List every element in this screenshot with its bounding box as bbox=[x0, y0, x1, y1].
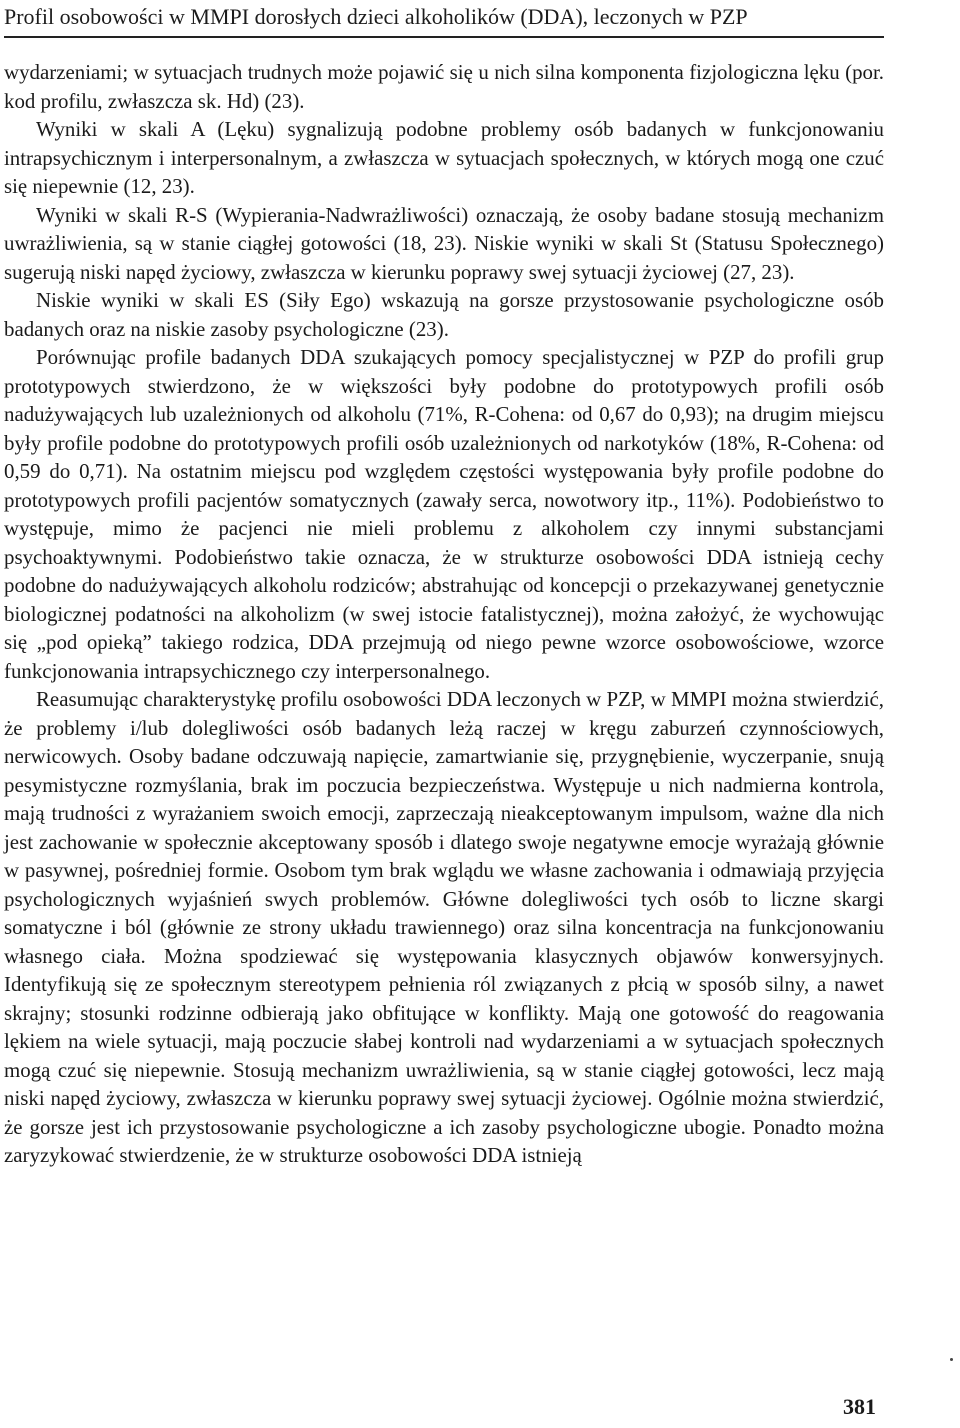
body-text bbox=[4, 58, 884, 1170]
scan-speck bbox=[950, 1358, 953, 1361]
paragraph-ego-strength-scale: Niskie wyniki w skali ES (Siły Ego) wskazują na gorsze przystosowanie psychologiczne osób badanych oraz na niskie zasoby psychologiczne (23). bbox=[4, 288, 884, 341]
header-rule bbox=[4, 36, 884, 38]
paragraph-prototype-comparison: Porównując profile badanych DDA szukających pomocy specjalistycznej w PZP do profili grup prototypowych stwierdzono, że w większości były podobne do prototypowych profili osób nadużywających lub uzależnionych od alkoholu (71%, R-Cohena: od 0,67 do 0,93); na drugim miejscu były profile podobne do prototypowych profili osób uzależnionych od narkotyków (18%, R-Cohena: od 0,59 do 0,71). Na ostatnim miejscu pod względem częstości występowania były profile podobne do prototypowych profili pacjentów somatycznych (zawały serca, nowotwory itp., 11%). Podobieństwo to występuje, mimo że pacjenci nie mieli problemu z alkoholem czy innymi substancjami psychoaktywnymi. Podobieństwo takie oznacza, że w strukturze osobowości DDA istnieją cechy podobne do nadużywających alkoholu rodziców; abstrahując od koncepcji o przekazywanej genetycznie biologicznej podatności na alkoholizm (w swej istocie fatalistycznej), można założyć, że wychowując się „pod opieką” takiego rodzica, DDA przejmują od niego pewne wzorce osobowościowe, wzorce funkcjonowania intrapsychicznego czy interpersonalnego. bbox=[4, 345, 884, 683]
paragraph-continuation: wydarzeniami; w sytuacjach trudnych może pojawić się u nich silna komponenta fizjologiczna lęku (por. kod profilu, zwłaszcza sk. Hd) (23). bbox=[4, 60, 884, 113]
paragraph-repression-sensitization-scale: Wyniki w skali R-S (Wypierania-Nadwrażliwości) oznaczają, że osoby badane stosują mechanizm uwrażliwienia, są w stanie ciągłej gotowości (18, 23). Niskie wyniki w skali St (Statusu Społecznego) sugerują niski napęd życiowy, zwłaszcza w kierunku poprawy swej sytuacji życiowej (27, 23). bbox=[4, 202, 884, 284]
paragraph-anxiety-scale: Wyniki w skali A (Lęku) sygnalizują podobne problemy osób badanych w funkcjonowaniu intrapsychicznym i interpersonalnym, a zwłaszcza w sytuacjach społecznych, w których mogą one czuć się niepewnie (12, 23). bbox=[4, 117, 884, 198]
running-header: Profil osobowości w MMPI dorosłych dzieci alkoholików (DDA), leczonych w PZP bbox=[4, 4, 748, 29]
paragraph-summary: Reasumując charakterystykę profilu osobowości DDA leczonych w PZP, w MMPI można stwierdzić, że problemy i/lub dolegliwości osób badanych leżą raczej w kręgu zaburzeń czynnościowych, nerwicowych. Osoby badane odczuwają napięcie, zamartwianie się, przygnębienie, wyczerpanie, snują pesymistyczne rozmyślania, brak im poczucia bezpieczeństwa. Występuje u nich nadmierna kontrola, mają trudności z wyrażaniem swoich emocji, zaprzeczają nieakceptowanym impulsom, ważne dla nich jest zachowanie w społecznie akceptowany sposób i dlatego swoje negatywne emocje wyrażają głównie w pasywnej, pośredniej formie. Osobom tym brak wglądu we własne zachowania i odmawiają przyjęcia psychologicznych wyjaśnień swych problemów. Główne dolegliwości tych osób to liczne skargi somatyczne i ból (głównie ze strony układu trawiennego) oraz silna koncentracja na funkcjonowaniu własnego ciała. Można spodziewać się występowania klasycznych objawów konwersyjnych. Identyfikują się ze społecznym stereotypem pełnienia ról związanych z płcią w sposób silny, a nawet skrajny; stosunki rodzinne odbierają jako obfitujące w konflikty. Mają one gotowość do reagowania lękiem na wiele sytuacji, mają poczucie słabej kontroli nad wydarzeniami a w sytuacjach społecznych mogą czuć się niepewnie. Stosują mechanizm uwrażliwienia, są w stanie ciągłej gotowości, lecz mają niski napęd życiowy, zwłaszcza w kierunku poprawy swej sytuacji życiowej. Ogólnie można stwierdzić, że gorsze jest ich przystosowanie psychologiczne a ich zasoby psychologiczne ubogie. Ponadto można zaryzykować stwierdzenie, że w strukturze osobowości DDA istnieją bbox=[4, 687, 884, 1167]
page-number: 381 bbox=[843, 1394, 876, 1419]
